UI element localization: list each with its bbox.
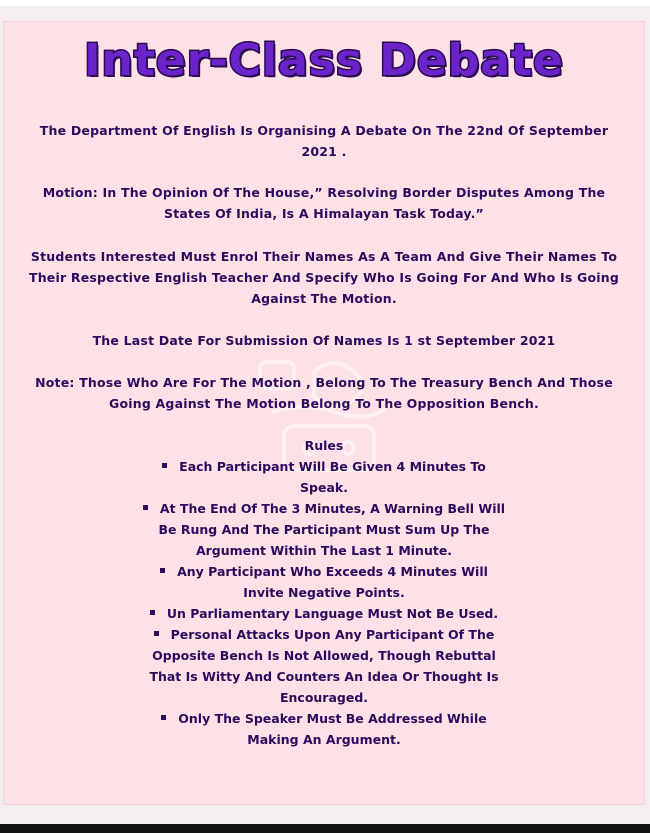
rule-item — [149, 708, 499, 750]
rule-text: Each Participant Will Be Given 4 Minutes To Speak. — [179, 459, 486, 495]
rule-text: Personal Attacks Upon Any Participant Of The Opposite Bench Is Not Allowed, Though Rebuttal That Is Witty And Counters An Idea Or Thought Is Encouraged. — [149, 627, 499, 705]
poster-title: Inter-Class Debate — [84, 35, 564, 86]
motion-paragraph: Motion: In The Opinion Of The House,” Resolving Border Disputes Among The States Of India, Is A Himalayan Task Today.” — [42, 185, 606, 221]
rule-text: Any Participant Who Exceeds 4 Minutes Will Invite Negative Points. — [177, 564, 488, 600]
enrolment-paragraph: Students Interested Must Enrol Their Names As A Team And Give Their Names To Their Respective English Teacher And Specify Who Is Going For And Who Is Going Against The Motion. — [28, 249, 620, 306]
top-strip — [0, 0, 650, 6]
rule-item — [149, 561, 499, 603]
rule-text: Only The Speaker Must Be Addressed While Making An Argument. — [178, 711, 487, 747]
square-bullet-icon — [143, 505, 148, 510]
intro-paragraph: The Department Of English Is Organising A Debate On The 22nd Of September 2021 . — [39, 123, 609, 159]
square-bullet-icon — [161, 715, 166, 720]
square-bullet-icon — [160, 568, 165, 573]
note-paragraph: Note: Those Who Are For The Motion , Belong To The Treasury Bench And Those Going Against The Motion Belong To The Opposition Bench. — [35, 375, 613, 411]
square-bullet-icon — [150, 610, 155, 615]
rule-item — [134, 603, 514, 624]
rule-text: Un Parliamentary Language Must Not Be Used. — [166, 606, 499, 621]
square-bullet-icon — [154, 631, 159, 636]
rules-heading: Rules — [304, 438, 344, 453]
rule-item — [144, 624, 504, 708]
rule-item — [149, 456, 499, 498]
bottom-bar — [0, 824, 650, 833]
rule-item — [134, 498, 514, 561]
last-date-paragraph: The Last Date For Submission Of Names Is 1 st September 2021 — [92, 333, 556, 348]
square-bullet-icon — [162, 463, 167, 468]
debate-poster — [4, 22, 644, 804]
rules-list — [4, 456, 644, 750]
rule-text: At The End Of The 3 Minutes, A Warning Bell Will Be Rung And The Participant Must Sum Up The Argument Within The Last 1 Minute. — [158, 501, 506, 558]
